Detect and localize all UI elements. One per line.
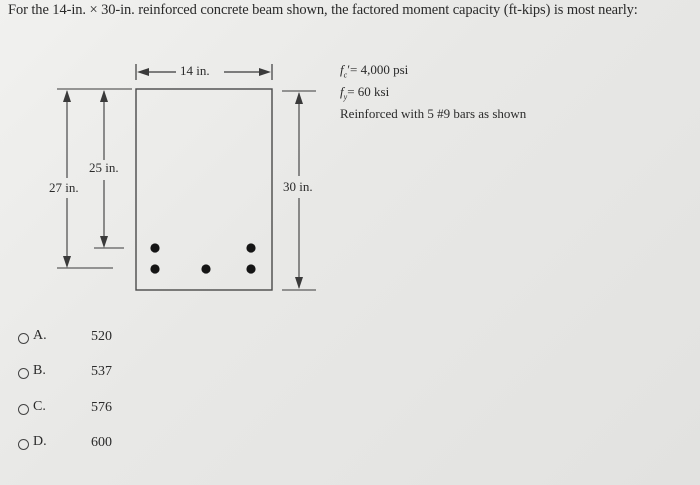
radio-a[interactable] (18, 333, 29, 344)
option-a-value: 520 (91, 329, 112, 344)
option-c[interactable] (18, 397, 218, 427)
rebar-upper-right (246, 243, 255, 252)
spec-fy: $f_y= 60$ ksi (340, 84, 390, 102)
radio-d[interactable] (18, 439, 29, 450)
beam-outline (136, 89, 272, 290)
radio-c[interactable] (18, 404, 29, 415)
rebar-lower-right (246, 264, 255, 273)
option-d[interactable] (18, 432, 218, 462)
depth-25-label: 25 in. (89, 160, 119, 175)
option-a[interactable] (18, 326, 218, 356)
option-b-letter: B. (33, 363, 46, 378)
spec-fc: $f_c'= 4,000$ psi (340, 62, 409, 80)
option-c-value: 576 (91, 400, 112, 415)
rebar-lower-left (150, 264, 159, 273)
depth-27-label: 27 in. (49, 180, 79, 195)
width-label: 14 in. (180, 63, 210, 78)
question-text: For the 14-in. × 30-in. reinforced concrete beam shown, the factored moment capacity (ft-kips) is most nearly: (8, 2, 638, 18)
spec-reinforcement: Reinforced with 5 #9 bars as shown (340, 106, 527, 121)
option-a-letter: A. (33, 328, 47, 343)
total-depth-label: 30 in. (283, 179, 313, 194)
option-b[interactable] (18, 361, 218, 391)
spec-fc-value: = 4,000 psi (350, 62, 409, 77)
option-d-letter: D. (33, 434, 47, 449)
radio-b[interactable] (18, 368, 29, 379)
option-c-letter: C. (33, 399, 46, 414)
option-d-value: 600 (91, 435, 112, 450)
rebar-lower-middle (201, 264, 210, 273)
rebar-upper-left (150, 243, 159, 252)
option-b-value: 537 (91, 364, 112, 379)
spec-fy-value: = 60 ksi (347, 84, 390, 99)
